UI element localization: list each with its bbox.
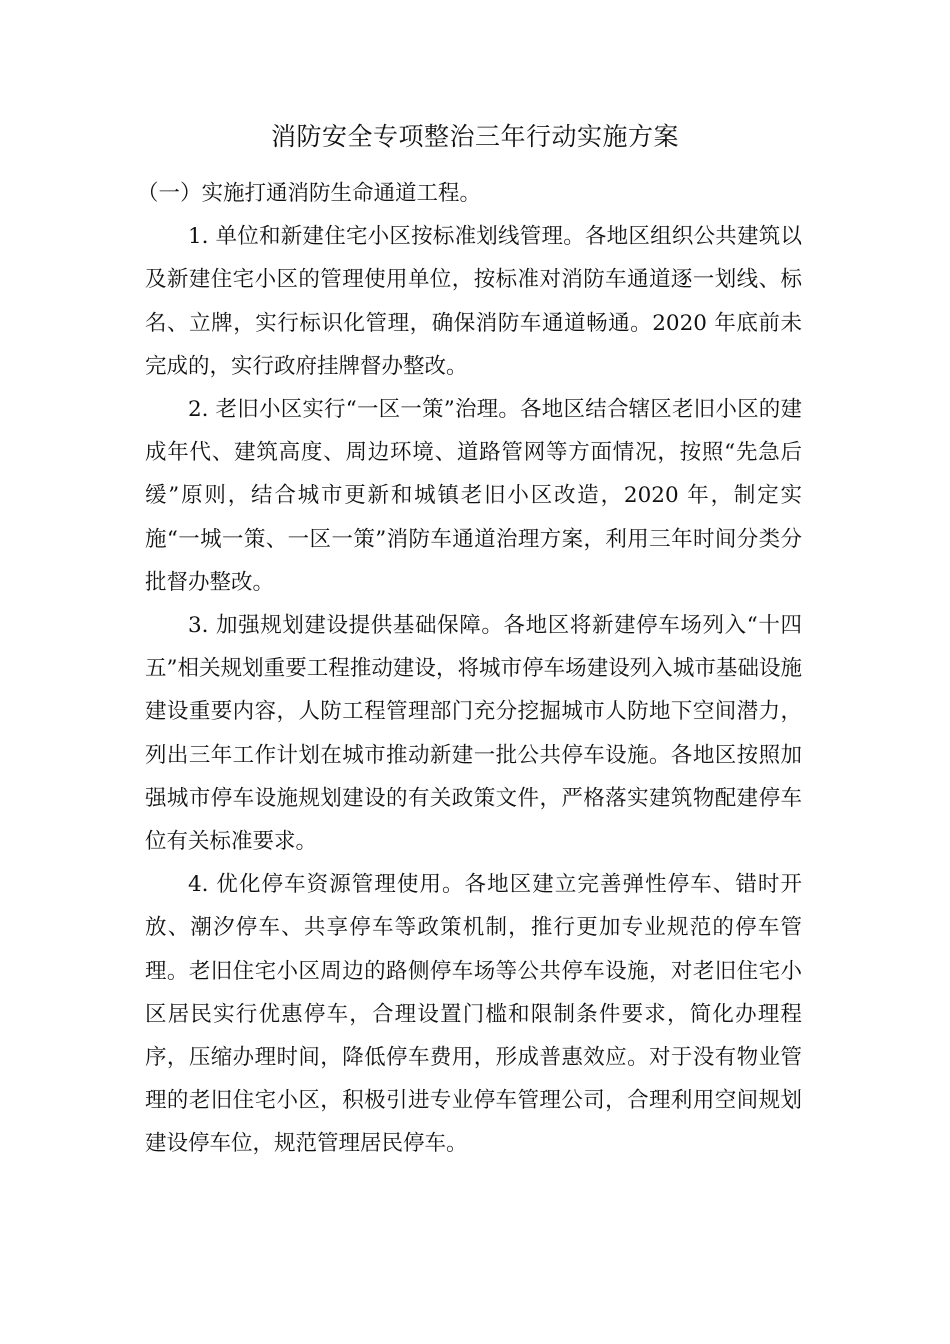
document-title: 消防安全专项整治三年行动实施方案 — [270, 122, 679, 151]
paragraph-1: 1. 单位和新建住宅小区按标准划线管理。各地区组织公共建筑以及新建住宅小区的管理使用单位，按标准对消防车通道逐一划线、标名、立牌，实行标识化管理，确保消防车通道畅通。2020 年底前未完成的，实行政府挂牌督办整改。 — [145, 224, 802, 379]
document-body — [137, 172, 802, 1166]
paragraph-4: 4. 优化停车资源管理使用。各地区建立完善弹性停车、错时开放、潮汐停车、共享停车等政策机制，推行更加专业规范的停车管理。老旧住宅小区周边的路侧停车场等公共停车设施，对老旧住宅小区居民实行优惠停车，合理设置门槛和限制条件要求，简化办理程序，压缩办理时间，降低停车费用，形成普惠效应。对于没有物业管理的老旧住宅小区，积极引进专业停车管理公司，合理利用空间规划建设停车位，规范管理居民停车。 — [145, 872, 802, 1157]
paragraph-2: 2. 老旧小区实行“一区一策”治理。各地区结合辖区老旧小区的建成年代、建筑高度、周边环境、道路管网等方面情况，按照“先急后缓”原则，结合城市更新和城镇老旧小区改造，2020 年，制定实施“一城一策、一区一策”消防车通道治理方案，利用三年时间分类分批督办整改。 — [145, 397, 802, 595]
paragraph-3: 3. 加强规划建设提供基础保障。各地区将新建停车场列入“十四五”相关规划重要工程推动建设，将城市停车场建设列入城市基础设施建设重要内容，人防工程管理部门充分挖掘城市人防地下空间潜力，列出三年工作计划在城市推动新建一批公共停车设施。各地区按照加强城市停车设施规划建设的有关政策文件，严格落实建筑物配建停车位有关标准要求。 — [145, 613, 802, 855]
section-heading: （一）实施打通消防生命通道工程。 — [137, 181, 482, 206]
